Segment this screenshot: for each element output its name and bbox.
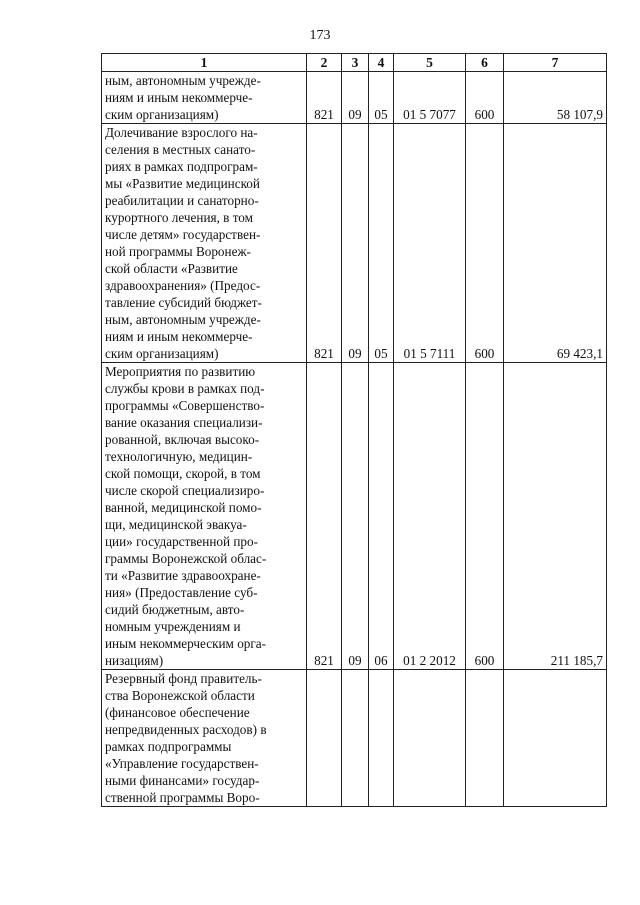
column-header-7: 7 xyxy=(504,54,607,72)
table-row xyxy=(102,72,607,124)
page-number: 173 xyxy=(309,28,331,43)
expense-type-code xyxy=(466,670,504,807)
subsection-code: 05 xyxy=(369,72,394,124)
section-code: 09 xyxy=(342,363,369,670)
table-header-row xyxy=(102,54,607,72)
row-description: ным, автономным учрежде- ниям и иным некоммерче- ским организациям) xyxy=(102,72,307,124)
table-row xyxy=(102,670,607,807)
amount: 58 107,9 xyxy=(504,72,607,124)
section-code xyxy=(342,670,369,807)
budget-table xyxy=(101,53,607,807)
ministry-code: 821 xyxy=(307,124,342,363)
amount xyxy=(504,670,607,807)
column-header-4: 4 xyxy=(369,54,394,72)
target-article-code: 01 5 7111 xyxy=(394,124,466,363)
column-header-5: 5 xyxy=(394,54,466,72)
table-row xyxy=(102,363,607,670)
column-header-2: 2 xyxy=(307,54,342,72)
section-code: 09 xyxy=(342,124,369,363)
amount: 69 423,1 xyxy=(504,124,607,363)
column-header-1: 1 xyxy=(102,54,307,72)
ministry-code: 821 xyxy=(307,72,342,124)
table-row xyxy=(102,124,607,363)
subsection-code xyxy=(369,670,394,807)
expense-type-code: 600 xyxy=(466,72,504,124)
row-description: Долечивание взрослого на- селения в местных санато- риях в рамках подпрограм- мы «Развитие медицинской реабилитации и санаторно- курортного лечения, в том числе детям» государствен- ной программы Воронеж- ской области «Развитие здравоохранения» (Предос- тавление субсидий бюджет- ным, автономным учрежде- ниям и иным некоммерче- ским организациям) xyxy=(102,124,307,363)
ministry-code: 821 xyxy=(307,363,342,670)
column-header-3: 3 xyxy=(342,54,369,72)
target-article-code: 01 2 2012 xyxy=(394,363,466,670)
row-description: Мероприятия по развитию службы крови в рамках под- программы «Совершенство- вание оказания специализи- рованной, включая высоко- технологичную, медицин- ской помощи, скорой, в том числе скорой специализиро- ванной, медицинской помо- щи, медицинской эвакуа- ции» государственной про- граммы Воронежской облас- ти «Развитие здравоохране- ния» (Предоставление суб- сидий бюджетным, авто- номным учреждениям и иным некоммерческим орга- низациям) xyxy=(102,363,307,670)
subsection-code: 06 xyxy=(369,363,394,670)
expense-type-code: 600 xyxy=(466,124,504,363)
subsection-code: 05 xyxy=(369,124,394,363)
target-article-code xyxy=(394,670,466,807)
column-header-6: 6 xyxy=(466,54,504,72)
expense-type-code: 600 xyxy=(466,363,504,670)
target-article-code: 01 5 7077 xyxy=(394,72,466,124)
ministry-code xyxy=(307,670,342,807)
section-code: 09 xyxy=(342,72,369,124)
row-description: Резервный фонд правитель- ства Воронежской области (финансовое обеспечение непредвиденных расходов) в рамках подпрограммы «Управление государствен- ными финансами» государ- ственной программы Воро- xyxy=(102,670,307,807)
amount: 211 185,7 xyxy=(504,363,607,670)
